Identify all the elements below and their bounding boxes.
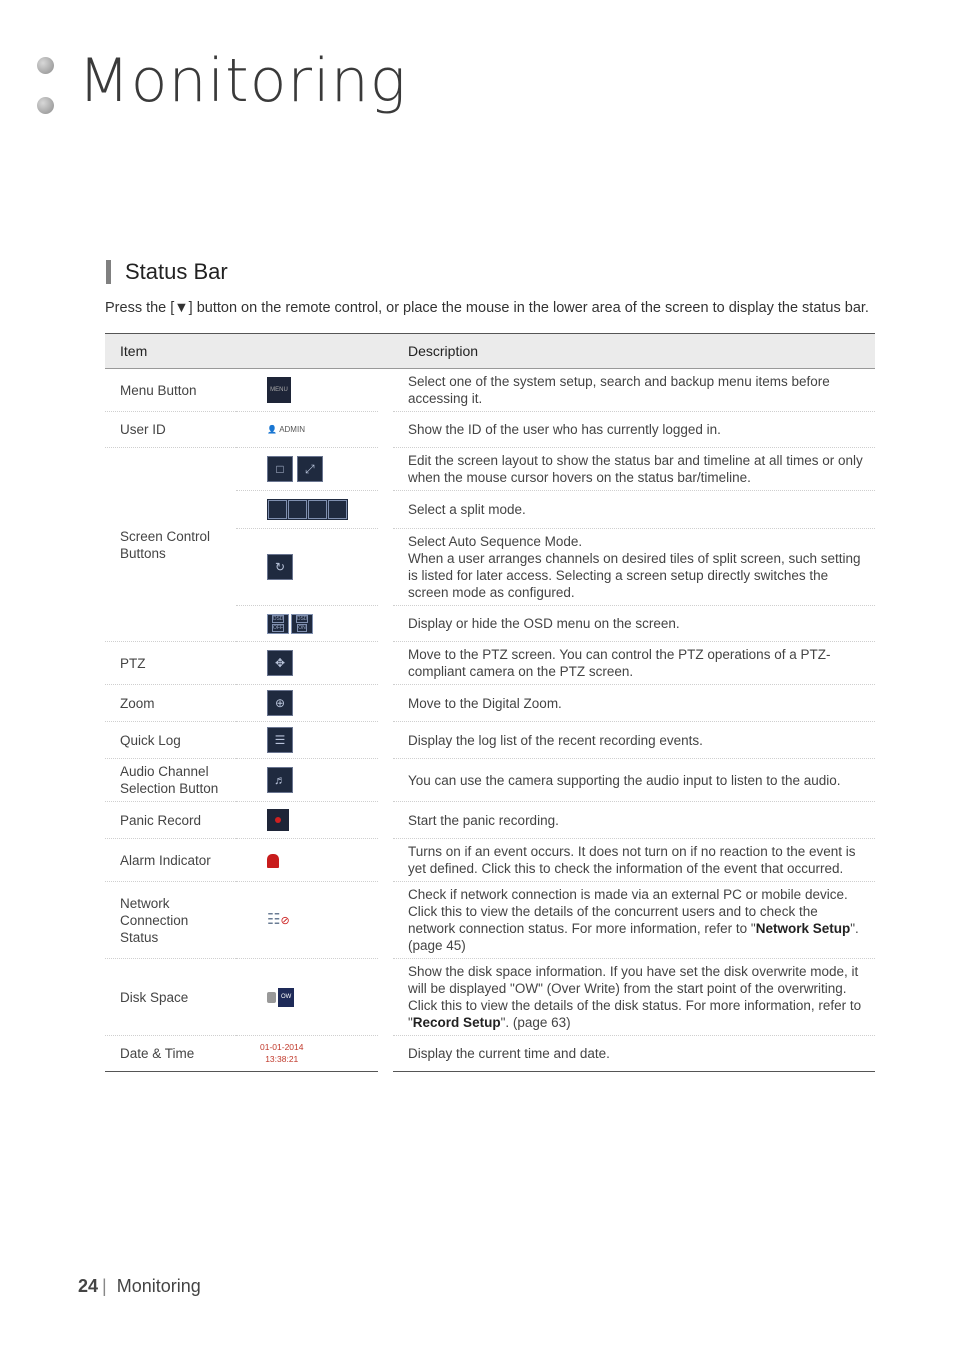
table-row [105,759,875,802]
header-description: Description [393,334,875,369]
row-item: PTZ [105,642,236,685]
quick-log-icon: ☰ [267,727,293,753]
network-setup-ref: Network Setup [755,921,851,936]
split-mode-icon [267,499,348,520]
screen-layout-icon: □ ⤢ [267,456,323,482]
time-text: 13:38:21 [265,1054,299,1064]
intro-text: Press the [▼] button on the remote control, or place the mouse in the lower area of the screen to display the status bar. [105,300,869,316]
row-desc: Edit the screen layout to show the status bar and timeline at all times or only when the mouse cursor hovers on the status bar/timeline. [393,448,875,491]
page-footer [78,1276,201,1297]
desc-text: ". (page 63) [500,1015,571,1030]
row-desc: Show the ID of the user who has currently logged in. [393,412,875,448]
desc-text: ". (page 45) [408,921,859,953]
zoom-icon: ⊕ [267,690,293,716]
row-desc: Move to the PTZ screen. You can control the PTZ operations of a PTZ-compliant camera on the PTZ screen. [393,642,875,685]
table-row [105,412,875,448]
row-item: Audio Channel Selection Button [105,759,236,802]
row-desc: Move to the Digital Zoom. [393,685,875,722]
row-item: User ID [105,412,236,448]
user-id-label: ADMIN [279,425,305,435]
osd-on-label: OSD [296,615,308,622]
page-number: 24 [78,1276,99,1296]
speaker-icon: ♬ [267,767,293,793]
panic-record-icon [267,809,289,831]
row-item: Disk Space [105,959,236,1036]
menu-icon: MENU [267,377,291,403]
row-desc: Select Auto Sequence Mode. [408,534,583,549]
table-row [105,882,875,959]
section-heading: Status Bar [106,260,228,284]
row-item: Network Connection Status [105,882,236,959]
table-row [105,959,875,1036]
row-item: Panic Record [105,802,236,839]
row-desc: Display the current time and date. [393,1036,875,1072]
row-desc: You can use the camera supporting the audio input to listen to the audio. [393,759,875,802]
row-item: Menu Button [105,369,236,412]
row-item: Screen Control Buttons [105,448,236,642]
table-row [105,685,875,722]
table-row [105,642,875,685]
row-desc: Select a split mode. [393,491,875,529]
header-item: Item [105,334,393,369]
footer-divider: | [102,1276,107,1296]
record-setup-ref: Record Setup [412,1015,501,1030]
row-desc: Display or hide the OSD menu on the screen. [393,606,875,642]
table-row [105,839,875,882]
table-row [105,722,875,759]
auto-sequence-icon: ↻ [267,554,293,580]
desc-text: Show the disk space information. If you have set the disk overwrite mode, it will be displayed "OW" (Over Write) from the start point of the overwriting. Click this to view the details of the disk status. For more information, refer to " [408,964,862,1030]
osd-off-label: OSD [272,615,284,622]
table-row [105,1036,875,1072]
row-desc: When a user arranges channels on desired tiles of split screen, such setting is listed for later access. Selecting a screen setup directly switches the screen mode as configured. [408,551,861,600]
table-header [105,334,875,369]
osd-toggle-icon [267,614,313,634]
osd-on-state: ON [298,624,306,631]
chapter-title: Monitoring [78,46,407,116]
datetime-display [260,1041,303,1065]
network-status-icon: ☷⊘ [267,910,290,928]
alarm-light-icon [267,854,279,868]
row-desc: Display the log list of the recent recording events. [393,722,875,759]
row-item: Alarm Indicator [105,839,236,882]
table-row [105,369,875,412]
user-icon: 👤 ADMIN [267,425,305,435]
date-text: 01-01-2014 [260,1042,304,1052]
disk-icon [267,988,294,1007]
row-desc: Start the panic recording. [393,802,875,839]
overwrite-badge: OW [278,988,294,1007]
row-item: Zoom [105,685,236,722]
osd-off-state: OFF [273,624,283,631]
footer-label: Monitoring [116,1276,201,1296]
row-desc [393,882,875,959]
status-bar-table [105,333,875,1072]
ptz-icon: ✥ [267,650,293,676]
row-desc [393,959,875,1036]
row-item: Date & Time [105,1036,236,1072]
table-row [105,802,875,839]
row-desc: Select one of the system setup, search and backup menu items before accessing it. [393,369,875,412]
row-desc: Turns on if an event occurs. It does not turn on if no reaction to the event is yet defined. Click this to check the information of the event that occurred. [393,839,875,882]
row-item: Quick Log [105,722,236,759]
table-row [105,448,875,491]
desc-text: Check if network connection is made via an external PC or mobile device. Click this to view the details of the concurrent users and to check the network connection status. For more information, refer to " [408,887,848,936]
